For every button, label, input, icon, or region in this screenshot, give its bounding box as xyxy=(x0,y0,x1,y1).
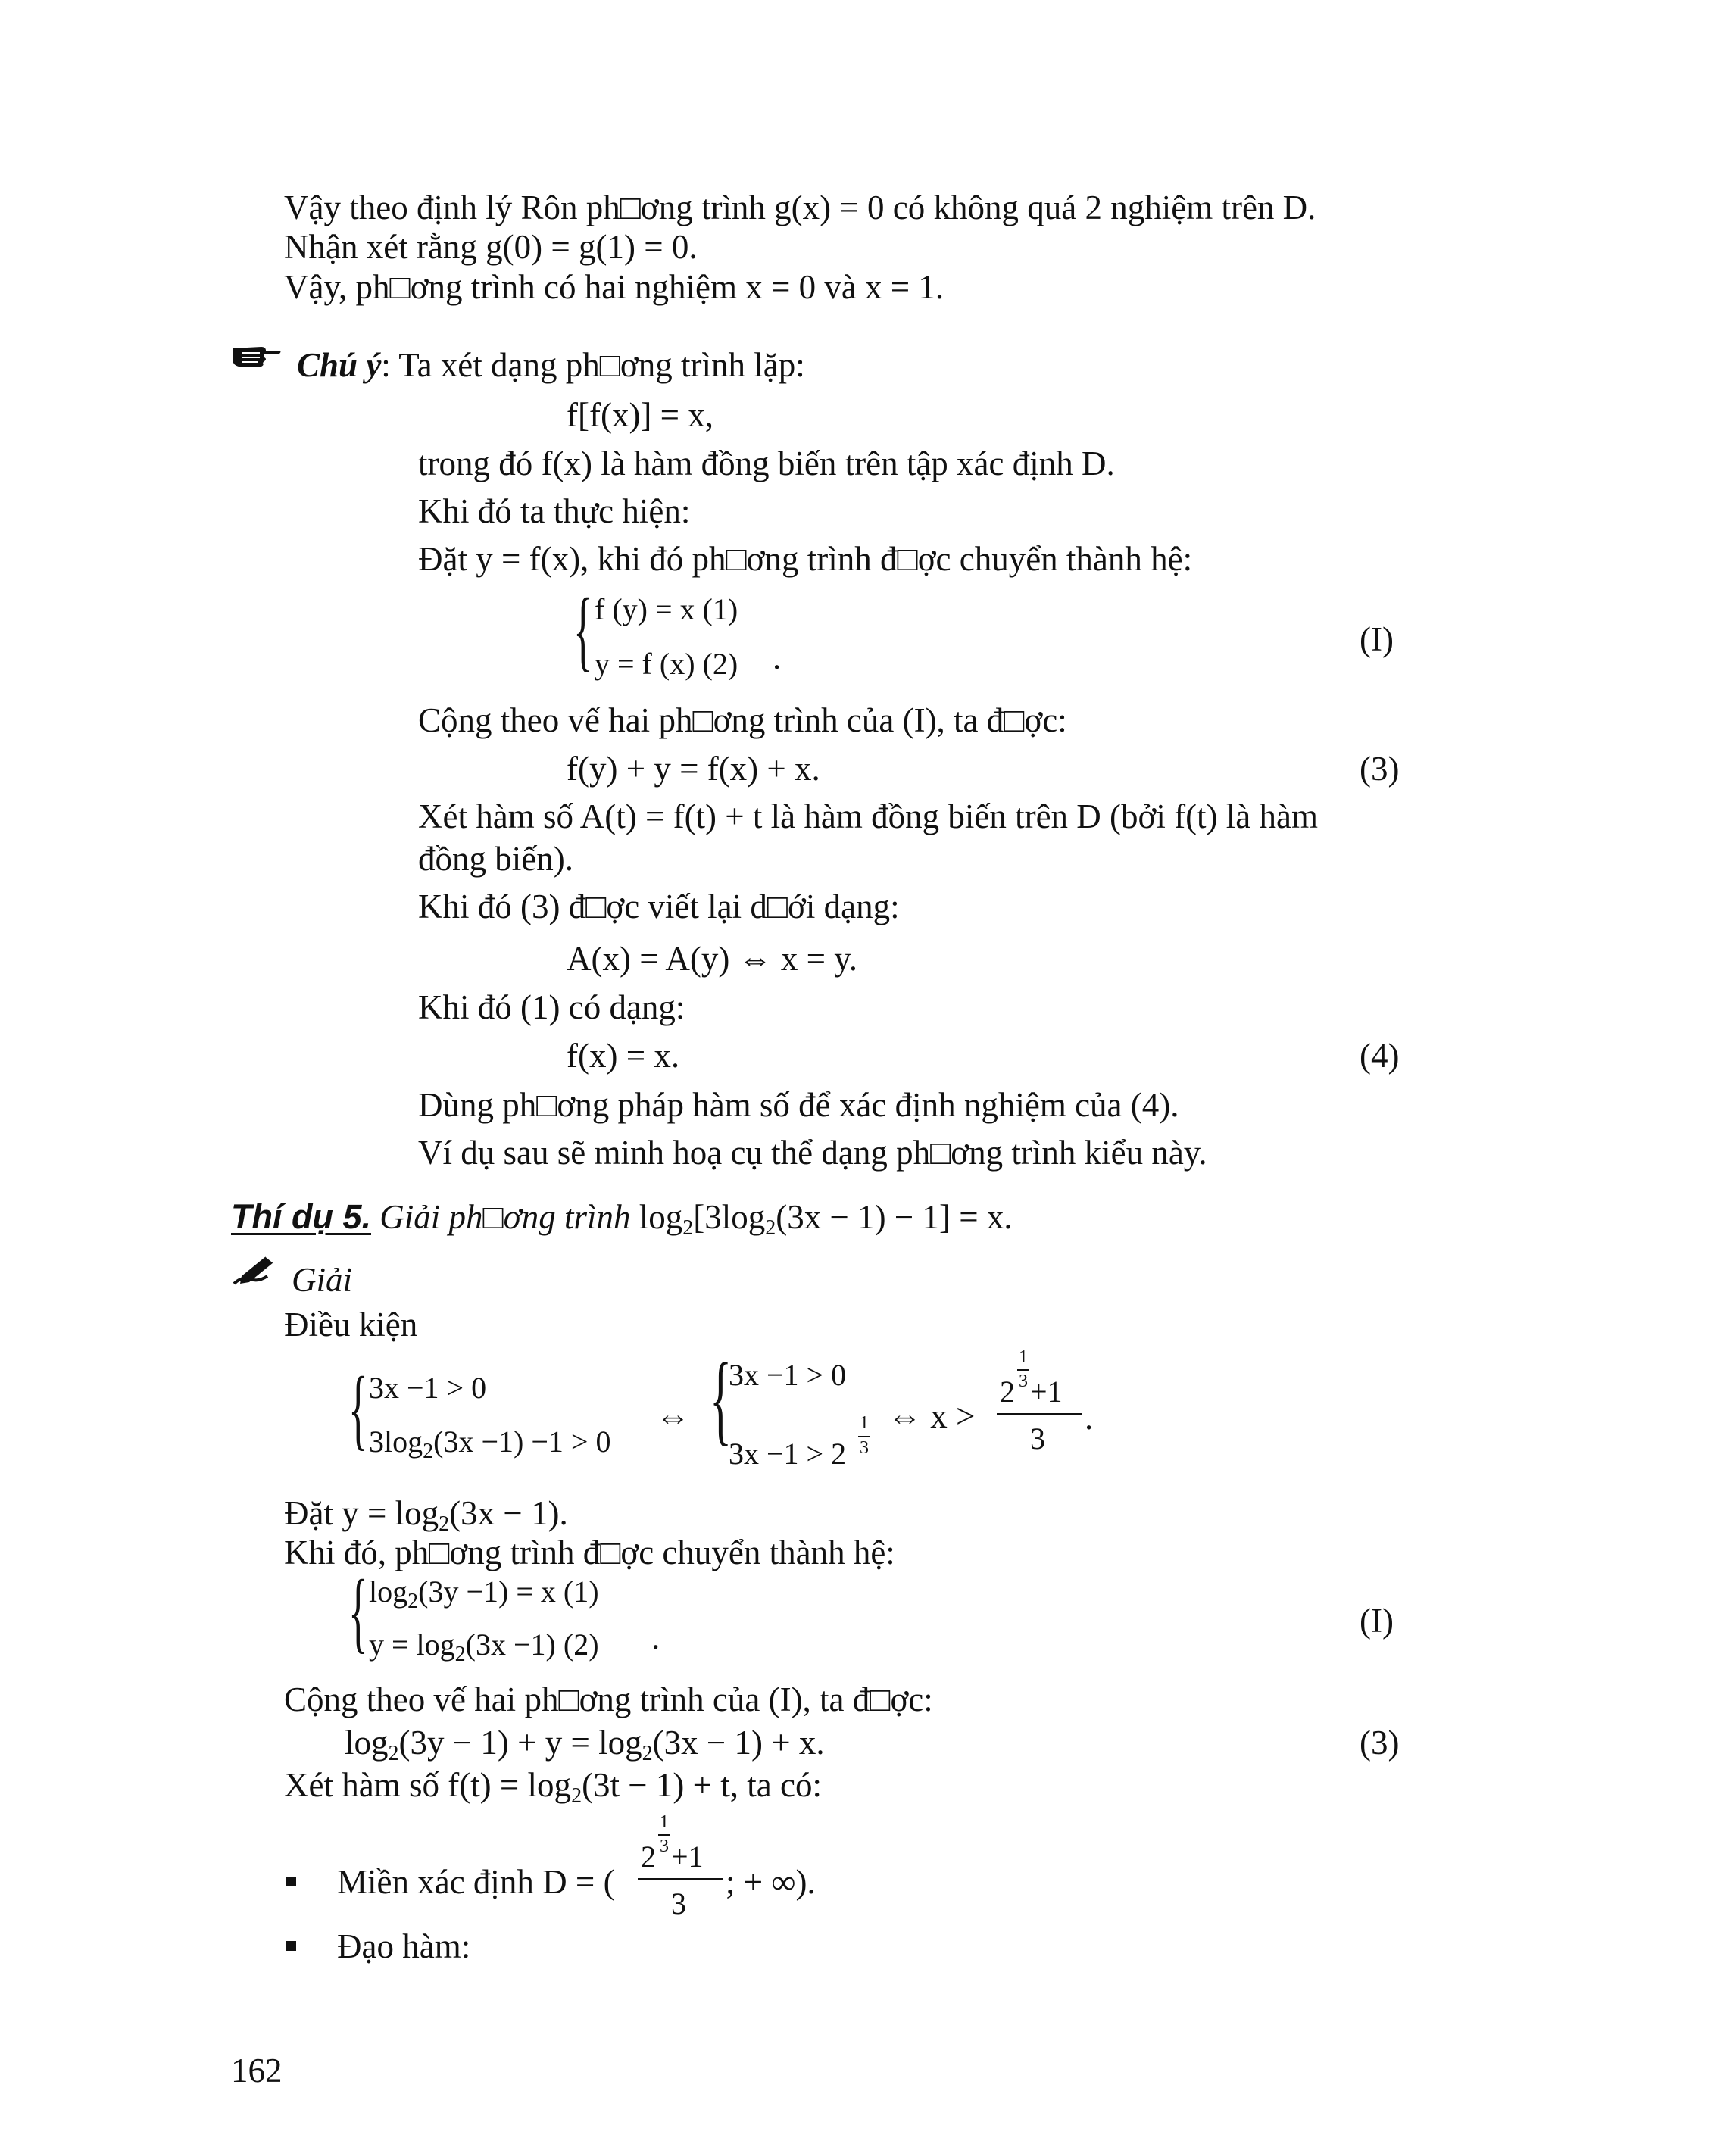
system-eq-1: $\log_2(3y -1) = x$ (1) xyxy=(369,1574,599,1613)
system-brace: { xyxy=(710,1343,732,1456)
text-line: Khi đó ta thực hiện: xyxy=(418,492,691,530)
system-brace: { xyxy=(573,579,593,680)
bullet-text-tail: ; + ∞). xyxy=(726,1863,816,1901)
math: log xyxy=(639,1198,683,1236)
cond-eq-3: 3x −1 > 0 xyxy=(729,1358,847,1392)
page-number: 162 xyxy=(231,2052,283,2089)
equation-tag: (3) xyxy=(1360,1724,1400,1762)
cond-eq-4: 3x −1 > 2 xyxy=(729,1437,847,1471)
exp-num: 1 xyxy=(860,1413,869,1433)
system-eq-2: $y = \log_2(3x -1)$ (2) xyxy=(369,1627,599,1666)
text-line: Cộng theo vế hai ph□ơng trình của (I), ta đ□ợc: xyxy=(418,701,1067,739)
fraction-bar xyxy=(638,1878,723,1880)
example-problem-text: Giải ph□ơng trình xyxy=(371,1198,639,1236)
pencil-writing-icon xyxy=(231,1253,278,1287)
equation: f(y) + y = f(x) + x. xyxy=(567,750,820,788)
text-line: Ví dụ sau sẽ minh hoạ cụ thể dạng ph□ơng trình kiểu này. xyxy=(418,1134,1207,1172)
example-heading-line xyxy=(231,1197,1013,1240)
note-line xyxy=(297,348,805,382)
text-line: Xét hàm số A(t) = f(t) + t là hàm đồng biến trên D (bởi f(t) là hàm xyxy=(418,797,1318,835)
text-line: Đặt y = f(x), khi đó ph□ơng trình đ□ợc chuyển thành hệ: xyxy=(418,540,1193,578)
text-line: Khi đó (1) có dạng: xyxy=(418,988,685,1026)
frac-denominator: 3 xyxy=(671,1886,686,1921)
text-line: Khi đó (3) đ□ợc viết lại d□ới dạng: xyxy=(418,888,900,925)
bullet-text: Miền xác định D = ( xyxy=(337,1863,615,1901)
frac-numerator: 2 xyxy=(641,1840,656,1874)
frac-numerator-rest: +1 xyxy=(1030,1375,1063,1409)
text-line: Điều kiện xyxy=(284,1306,418,1343)
text-line: Cộng theo vế hai ph□ơng trình của (I), ta đ□ợc: xyxy=(284,1680,933,1718)
frac-denominator: 3 xyxy=(1030,1421,1045,1456)
system-brace: { xyxy=(348,1358,368,1459)
text-line: Vậy theo định lý Rôn ph□ơng trình g(x) = 0 có không quá 2 nghiệm trên D. xyxy=(284,189,1316,226)
exp-den: 3 xyxy=(1019,1372,1028,1391)
example-heading: Thí dụ 5. xyxy=(231,1197,371,1236)
text-line: Nhận xét rằng g(0) = g(1) = 0. xyxy=(284,228,698,266)
text-line: Vậy, ph□ơng trình có hai nghiệm x = 0 và x = 1. xyxy=(284,268,944,306)
exp-den: 3 xyxy=(660,1836,669,1856)
equation: f(x) = x. xyxy=(567,1037,680,1075)
exp-bar xyxy=(858,1436,870,1437)
equivalence-symbol: ⇔ x > xyxy=(888,1397,976,1435)
text-line: trong đó f(x) là hàm đồng biến trên tập xác định D. xyxy=(418,445,1115,482)
period: . xyxy=(651,1618,660,1656)
text-line: Khi đó, ph□ơng trình đ□ợc chuyển thành hệ: xyxy=(284,1534,895,1571)
note-text: : Ta xét dạng ph□ơng trình lặp: xyxy=(381,346,805,384)
equation-tag: (I) xyxy=(1360,620,1394,658)
equation-tag: (I) xyxy=(1360,1602,1394,1640)
exp-bar xyxy=(658,1834,670,1836)
text-line: đồng biến). xyxy=(418,840,573,878)
period: . xyxy=(773,638,782,676)
bullet-text: Đạo hàm: xyxy=(337,1927,471,1965)
pointing-hand-icon xyxy=(231,342,283,370)
equation: $\log_2(3y - 1) + y = \log_2(3x - 1) + x$. xyxy=(345,1724,825,1765)
system-brace: { xyxy=(348,1561,368,1662)
bullet-marker xyxy=(286,1877,296,1886)
system-eq-1: f (y) = x (1) xyxy=(595,592,738,626)
fraction-bar xyxy=(997,1413,1082,1415)
bullet-marker xyxy=(286,1941,296,1951)
text-line: Đặt $y = \log_2(3x - 1)$. xyxy=(284,1494,568,1536)
equation: A(x) = A(y) ⇔ x = y. xyxy=(567,940,858,978)
math-sub: 2 xyxy=(765,1216,776,1240)
period: . xyxy=(1085,1399,1094,1437)
equation-tag: (4) xyxy=(1360,1037,1400,1075)
equation: f[f(x)] = x, xyxy=(567,396,714,434)
equation-tag: (3) xyxy=(1360,750,1400,788)
cond-eq-1: 3x −1 > 0 xyxy=(369,1371,487,1405)
system-eq-2: y = f (x) (2) xyxy=(595,647,738,681)
math: (3x − 1) − 1] = x. xyxy=(776,1198,1013,1236)
exp-bar xyxy=(1017,1369,1029,1371)
exp-num: 1 xyxy=(660,1812,669,1832)
exp-num: 1 xyxy=(1019,1347,1028,1367)
text-line: Dùng ph□ơng pháp hàm số để xác định nghiệm của (4). xyxy=(418,1086,1179,1124)
note-label: Chú ý xyxy=(297,346,382,384)
cond-eq-2: $3\log_2(3x -1) -1 > 0$ xyxy=(369,1425,611,1463)
frac-numerator-rest: +1 xyxy=(671,1840,704,1874)
solution-label: Giải xyxy=(292,1261,353,1299)
text-line: Xét hàm số $f(t) = \log_2(3t - 1) + t$, ta có: xyxy=(284,1766,822,1808)
math: [3log xyxy=(693,1198,766,1236)
equivalence-symbol: ⇔ xyxy=(656,1397,690,1435)
exp-den: 3 xyxy=(860,1438,869,1458)
math-sub: 2 xyxy=(682,1216,694,1240)
frac-numerator: 2 xyxy=(1000,1375,1015,1409)
